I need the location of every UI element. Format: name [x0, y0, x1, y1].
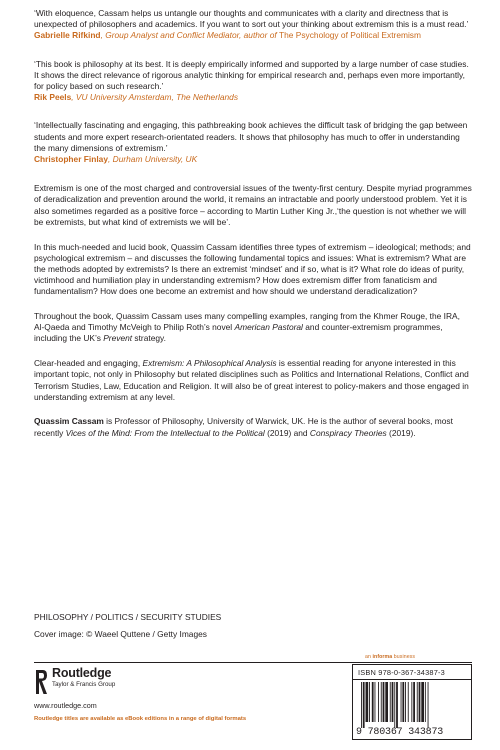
endorsement-text: ‘This book is philosophy at its best. It is deeply empirically informed and supported by a large number of case studies. It shows the direct relevance of rigorous analytic thinking for empirical research and, perhaps even more importantly, for policy based on such research.’	[34, 58, 469, 92]
text-run: (2019).	[386, 427, 416, 438]
description-paragraph-1: Extremism is one of the most charged and controversial issues of the twenty-first century. Despite myriad programmes of deradicalization and prevention around the world, it remains an intractable and poorly understood problem. Yet it is also sometimes regarded as a positive force – according to Martin Luther King Jr.,‘the question is not whether we will be extremists, but what kind of extremists we will be’.	[34, 183, 472, 227]
barcode-bar	[401, 682, 402, 722]
barcode-digits-right: 343873	[408, 727, 444, 738]
barcode	[360, 682, 466, 728]
endorsement-2	[34, 59, 472, 104]
publisher-name: Routledge	[52, 666, 112, 680]
barcode-bar	[417, 682, 418, 722]
publisher-group: Taylor & Francis Group	[52, 681, 116, 688]
barcode-bar	[366, 682, 369, 722]
endorser-name: Gabrielle Rifkind	[34, 30, 101, 41]
back-cover-content	[34, 8, 472, 452]
isbn-label: ISBN 978-0-367-34387-3	[358, 668, 445, 677]
endorsement-attribution	[34, 154, 472, 165]
endorser-role: , Durham University, UK	[108, 154, 198, 165]
divider	[34, 662, 472, 663]
endorser-role: , Group Analyst and Conflict Mediator, author of	[100, 30, 280, 41]
barcode-bar	[392, 682, 394, 722]
text-run: Throughout the book, Quassim Cassam uses many compelling examples, ranging from the Khmer Rouge, the IRA, Al-Qaeda and Timothy McVeigh to Philip Roth’s novel	[34, 311, 460, 333]
barcode-bar	[411, 682, 412, 722]
divider	[353, 679, 471, 680]
author-bio	[34, 416, 472, 438]
text-run: is essential reading for anyone interested in this important topic, not only in Philosophy but related disciplines such as Politics and International Relations, Conflict and Terrorism Studies, Law, Education and Religion. It will also be of great interest to policy-makers and those engaged in understanding extremism at any level.	[34, 358, 469, 402]
barcode-bar	[425, 682, 426, 722]
book-title: Conspiracy Theories	[309, 427, 387, 438]
text-run: (2019) and	[264, 427, 310, 438]
cover-credit: Cover image: © Waeel Quttene / Getty Images	[34, 629, 207, 639]
barcode-bar	[421, 682, 424, 722]
novel-title: American Pastoral	[234, 322, 303, 333]
barcode-bar	[385, 682, 388, 722]
barcode-bar	[383, 682, 385, 722]
barcode-bar	[402, 682, 404, 722]
strategy-title: Prevent	[103, 333, 133, 344]
barcode-digits	[356, 727, 470, 738]
barcode-bar	[390, 682, 391, 722]
endorsement-text: ‘With eloquence, Cassam helps us untangle our thoughts and communicates with a clarity and directness that is unexpected of philosophers and academics. If you want to sort out your thinking about extremism this is a must read.’	[34, 8, 469, 30]
barcode-digits-left: 780367	[367, 727, 403, 738]
barcode-bar	[405, 682, 406, 722]
text-run: strategy.	[132, 333, 166, 344]
barcode-bar	[378, 682, 379, 722]
book-title: Extremism: A Philosophical Analysis	[142, 358, 277, 369]
barcode-bar	[369, 682, 370, 722]
endorsement-text: ‘Intellectually fascinating and engaging, this pathbreaking book achieves the difficult task of bridging the gap between students and more expert research-orientated readers. It shows that philosophy has much to offer in understanding the many dimensions of extremism.’	[34, 120, 468, 153]
barcode-bar	[428, 682, 429, 728]
barcode-bar	[361, 682, 362, 728]
author-name: Quassim Cassam	[34, 416, 104, 427]
text-run: business	[392, 654, 416, 660]
barcode-digit-lead: 9	[356, 727, 362, 738]
routledge-logo-icon	[34, 668, 48, 696]
barcode-bar	[375, 682, 376, 722]
informa-business-tag	[365, 654, 415, 660]
barcode-bar	[413, 682, 415, 722]
barcode-bar	[396, 682, 398, 728]
description-paragraph-2: In this much-needed and lucid book, Quassim Cassam identifies three types of extremism – ideological; methods; and psychological extremism – and discusses the following fundamental topics and issues: What is extremism? What are the methods adopted by extremists? Is there an extremist ‘mindset’ and if so, what is it? What role do ideas of purity, victimhood and humiliation play in understanding extremism? How does extremism differ from fanaticism and fundamentalism? How does one become an extremist and how should we understand deradicalization?	[34, 241, 471, 297]
publisher-website[interactable]: www.routledge.com	[34, 701, 97, 710]
barcode-bar	[419, 682, 421, 722]
endorser-name: Rik Peels	[34, 92, 72, 103]
barcode-bar	[381, 682, 382, 722]
text-run: an	[365, 654, 373, 660]
ebook-note: Routledge titles are available as eBook editions in a range of digital formats	[34, 716, 247, 722]
text-run: is Professor of Philosophy, University of Warwick, UK. He is the author of several books, most recently	[34, 416, 453, 438]
endorsement-1	[34, 8, 472, 42]
barcode-bar	[372, 682, 374, 722]
endorser-book-title: The Psychology of Political Extremism	[279, 30, 421, 41]
endorsement-attribution	[34, 92, 472, 103]
isbn-barcode-box	[352, 664, 472, 740]
description-paragraph-3	[34, 311, 472, 345]
subject-categories: PHILOSOPHY / POLITICS / SECURITY STUDIES	[34, 612, 222, 622]
informa-brand: informa	[372, 654, 393, 660]
text-run: Clear-headed and engaging,	[34, 358, 143, 369]
endorser-name: Christopher Finlay	[34, 154, 108, 165]
endorser-role: , VU University Amsterdam, The Netherlands	[71, 92, 239, 103]
description-paragraph-4	[34, 358, 472, 403]
endorsement-3	[34, 120, 472, 165]
endorsement-attribution	[34, 30, 472, 41]
barcode-bar	[394, 682, 395, 728]
barcode-bar	[408, 682, 409, 722]
barcode-bar	[363, 682, 365, 728]
book-description	[34, 183, 472, 439]
book-title: Vices of the Mind: From the Intellectual to the Political	[65, 427, 265, 438]
text-run: and counter-extremism programmes, including the UK’s	[34, 322, 443, 344]
